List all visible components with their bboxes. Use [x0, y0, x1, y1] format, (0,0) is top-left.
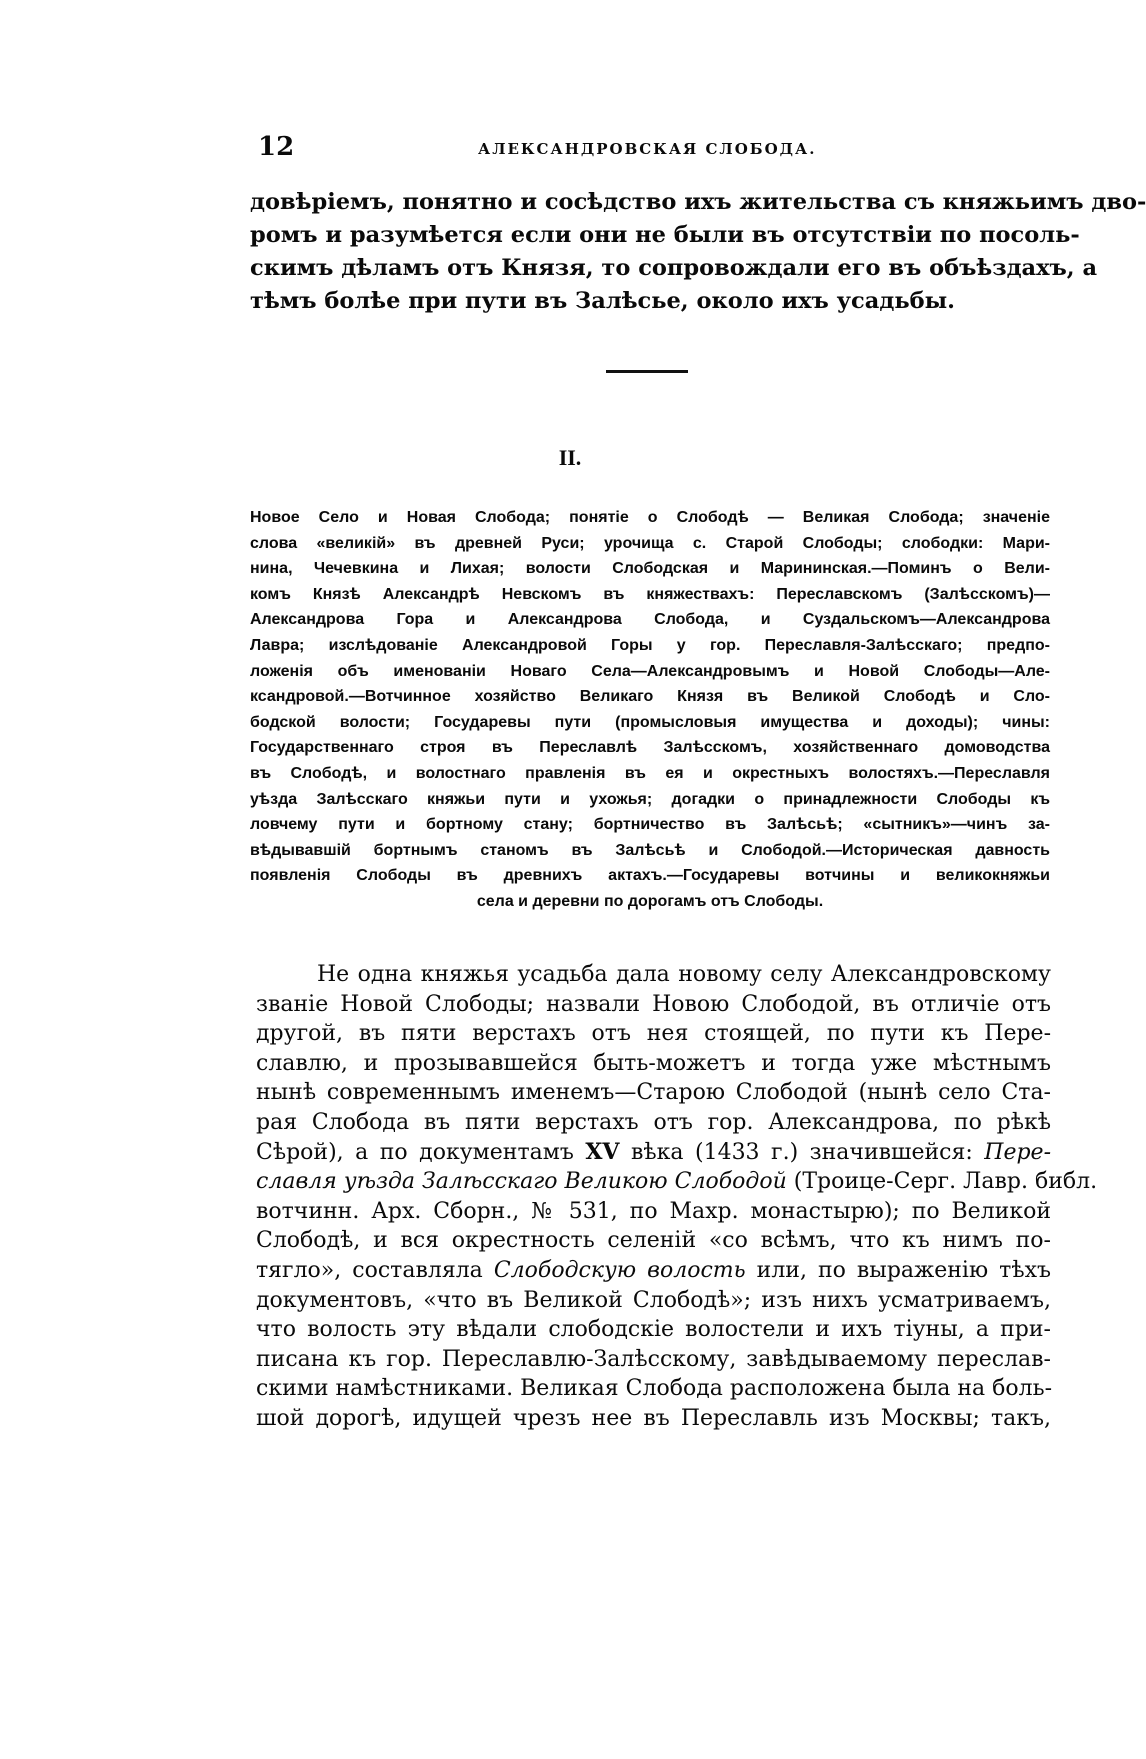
text-line: Не одна княжья усадьба дала новому селу Александровскому	[317, 962, 1051, 987]
text-run: (Троице-Серг. Лавр. библ.	[786, 1169, 1098, 1195]
summary-line: Александрова Гора и Александрова Слобода, и Суздальскомъ—Александрова	[250, 611, 1050, 629]
text-line: скими намѣстниками. Великая Слобода расположена была на боль-	[256, 1376, 1053, 1402]
text-line: шой дорогѣ, идущей чрезъ нее въ Переславль изъ Москвы; такъ,	[256, 1405, 1051, 1431]
italic-text: Пере-	[984, 1139, 1052, 1165]
text-line: Слободѣ, и вся окрестность селеній «со всѣмъ, что къ нимъ по-	[256, 1228, 1051, 1254]
page-header	[258, 132, 1053, 172]
summary-line: появленія Слободы въ древнихъ актахъ.—Государевы вотчины и великокняжьи	[250, 867, 1050, 885]
text-run: тягло», составляла	[256, 1257, 494, 1283]
text-line: тѣмъ болѣе при пути въ Залѣсье, около ихъ усадьбы.	[250, 288, 955, 314]
text-line: рая Слобода въ пяти верстахъ отъ гор. Александрова, по рѣкѣ	[256, 1109, 1051, 1135]
text-line	[256, 1167, 1098, 1197]
summary-line: села и деревни по дорогамъ отъ Слободы.	[476, 892, 824, 910]
summary-line: ксандровой.—Вотчинное хозяйство Великаго Князя въ Великой Слободѣ и Сло-	[250, 688, 1050, 706]
section-number: II.	[558, 445, 582, 470]
text-line: ромъ и разумѣется если они не были въ отсутствіи по посоль-	[250, 222, 1080, 248]
text-line: вотчинн. Арх. Сборн., № 531, по Махр. монастырю); по Великой	[256, 1198, 1051, 1224]
top-paragraph	[250, 186, 1146, 318]
summary-line: ложенія объ именованіи Новаго Села—Александровымъ и Новой Слободы—Але-	[250, 662, 1050, 680]
page-number: 12	[258, 132, 295, 162]
text-run: вѣка (1433 г.) значившейся:	[619, 1139, 985, 1165]
summary-line: Лавра; изслѣдованіе Александровой Горы у гор. Переславля-Залѣсскаго; предпо-	[250, 636, 1050, 654]
summary-line: слова «великій» въ древней Руси; урочища с. Старой Слободы; слободки: Мари-	[250, 534, 1050, 552]
summary-line: ловчему пути и бортному стану; бортничество въ Залѣсьѣ; «сытникъ»—чинъ за-	[250, 816, 1050, 834]
summary-line: Государственнаго строя въ Переславлѣ Залѣсскомъ, хозяйственнаго домоводства	[250, 739, 1050, 757]
text-line	[256, 1256, 1051, 1286]
text-line: славлю, и прозывавшейся быть-можетъ и тогда уже мѣстнымъ	[256, 1050, 1051, 1076]
summary-line: комъ Князѣ Александрѣ Невскомъ въ княжествахъ: Переславскомъ (Залѣсскомъ)—	[250, 585, 1050, 603]
text-line: другой, въ пяти верстахъ отъ нея стоящей, по пути къ Пере-	[256, 1021, 1051, 1047]
text-line	[256, 1138, 1051, 1168]
text-line: званіе Новой Слободы; назвали Новою Слободой, въ отличіе отъ	[256, 991, 1051, 1017]
chapter-summary	[250, 505, 1050, 915]
summary-line: вѣдывавшій бортнымъ станомъ въ Залѣсьѣ и Слободой.—Историческая давность	[250, 841, 1050, 859]
century-numeral: XV	[585, 1138, 620, 1165]
section-divider	[606, 370, 688, 373]
text-run: или, по выраженію тѣхъ	[745, 1257, 1051, 1283]
text-line: нынѣ современнымъ именемъ—Старою Слободой (нынѣ село Ста-	[256, 1080, 1051, 1106]
text-run: Сѣрой), а по документамъ	[256, 1139, 586, 1165]
summary-line: уѣзда Залѣсскаго княжьи пути и ухожья; догадки о принадлежности Слободы къ	[250, 790, 1050, 808]
italic-text: Слободскую волость	[493, 1257, 746, 1283]
main-text	[256, 960, 1098, 1434]
running-title: АЛЕКСАНДРОВСКАЯ СЛОБОДА.	[478, 140, 817, 158]
text-line: документовъ, «что въ Великой Слободѣ»; изъ нихъ усматриваемъ,	[256, 1287, 1051, 1313]
italic-text: славля уѣзда Залѣсскаго Великою Слободой	[256, 1169, 787, 1195]
text-line: скимъ дѣламъ отъ Князя, то сопровождали его въ объѣздахъ, а	[250, 255, 1098, 281]
summary-line: Новое Село и Новая Слобода; понятіе о Слободѣ — Великая Слобода; значеніе	[250, 509, 1050, 526]
text-line: писана къ гор. Переславлю-Залѣсскому, завѣдываемому переслав-	[256, 1346, 1051, 1372]
text-line: довѣріемъ, понятно и сосѣдство ихъ жительства съ княжьимъ дво-	[250, 189, 1146, 215]
summary-line: въ Слободѣ, и волостнаго правленія въ ея и окрестныхъ волостяхъ.—Переславля	[250, 764, 1050, 782]
text-line: что волость эту вѣдали слободскіе волостели и ихъ тіуны, а при-	[256, 1317, 1051, 1343]
summary-line: нина, Чечевкина и Лихая; волости Слободская и Марининская.—Поминъ о Вели-	[250, 560, 1050, 578]
summary-line: бодской волости; Государевы пути (промысловыя имущества и доходы); чины:	[250, 713, 1050, 731]
